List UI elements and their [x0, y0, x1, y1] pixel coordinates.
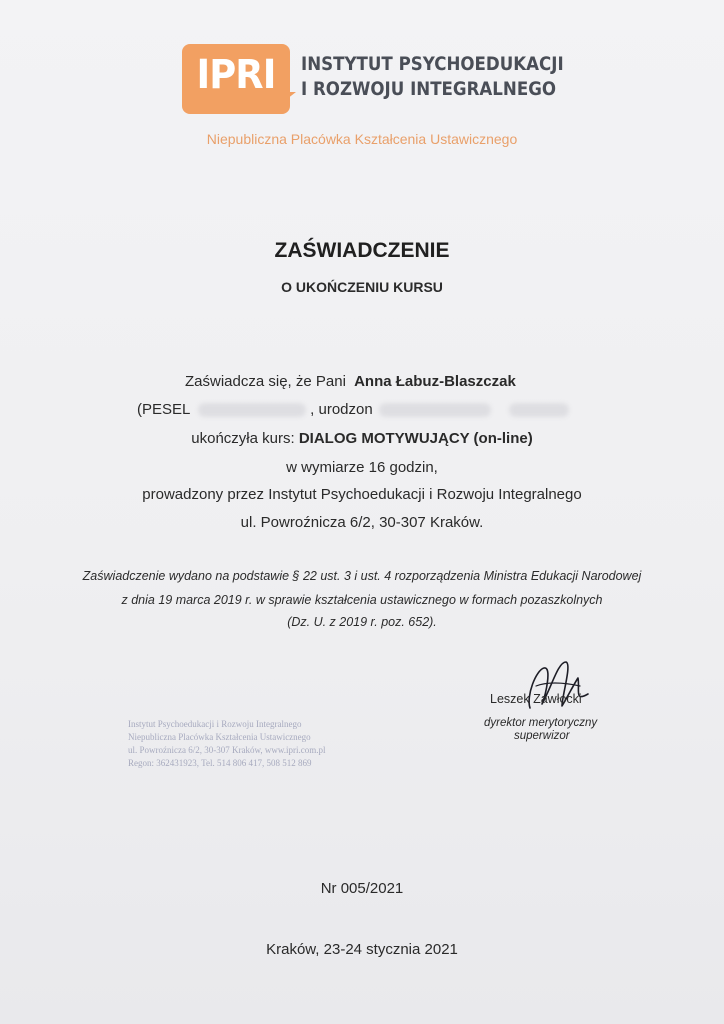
pesel-line: [137, 401, 569, 418]
legal-basis-line2: z dnia 19 marca 2019 r. w sprawie kształcenia ustawicznego w formach pozaszkolnych: [121, 593, 603, 607]
stamp-line3: ul. Powroźnicza 6/2, 30-307 Kraków, www.ipri.com.pl: [128, 745, 326, 755]
logo-name-line1: INSTYTUT PSYCHOEDUKACJI: [301, 54, 564, 75]
signer-name: Leszek Zawłocki: [490, 692, 582, 706]
born-label: , urodzon: [310, 401, 373, 418]
birth-date-redacted: [379, 403, 491, 417]
recipient-line: [185, 373, 516, 390]
stamp-line1: Instytut Psychoedukacji i Rozwoju Integralnego: [128, 719, 302, 729]
signer-role: dyrektor merytoryczny: [484, 717, 598, 729]
course-organizer: prowadzony przez Instytut Psychoedukacji i Rozwoju Integralnego: [142, 486, 582, 503]
course-intro: ukończyła kurs:: [191, 430, 295, 447]
course-name: DIALOG MOTYWUJĄCY (on-line): [298, 430, 533, 447]
ipri-logo: [182, 42, 562, 122]
place-and-date: Kraków, 23-24 stycznia 2021: [266, 941, 458, 958]
pesel-redacted: [198, 403, 306, 417]
logo-badge-tail: [278, 92, 296, 106]
recipient-intro: Zaświadcza się, że Pani: [185, 373, 346, 390]
certificate-number: Nr 005/2021: [320, 880, 404, 897]
stamp-line4: Regon: 362431923, Tel. 514 806 417, 508 512 869: [128, 758, 312, 768]
stamp-line2: Niepubliczna Placówka Kształcenia Ustawicznego: [128, 732, 311, 742]
signer-role-2: superwizor: [514, 730, 570, 742]
pesel-label: (PESEL: [137, 401, 190, 418]
legal-basis-line3: (Dz. U. z 2019 r. poz. 652).: [287, 615, 437, 629]
logo-name-line2: I ROZWOJU INTEGRALNEGO: [301, 79, 557, 100]
recipient-name: Anna Łabuz-Blaszczak: [354, 373, 516, 390]
certificate-subtitle: O UKOŃCZENIU KURSU: [281, 279, 443, 295]
institution-stamp: [128, 718, 326, 770]
legal-basis-line1: Zaświadczenie wydano na podstawie § 22 ust. 3 i ust. 4 rozporządzenia Ministra Edukacji Narodowej: [82, 569, 642, 583]
course-line: [0, 430, 724, 447]
logo-abbr: IPRI: [196, 52, 276, 98]
organizer-address: ul. Powroźnicza 6/2, 30-307 Kraków.: [240, 514, 484, 531]
certificate-title: ZAŚWIADCZENIE: [274, 239, 450, 262]
birth-place-redacted: [509, 403, 569, 417]
logo-tagline: Niepubliczna Placówka Kształcenia Ustawicznego: [206, 131, 518, 147]
course-duration: w wymiarze 16 godzin,: [286, 459, 438, 476]
handwritten-signature: [522, 656, 600, 720]
